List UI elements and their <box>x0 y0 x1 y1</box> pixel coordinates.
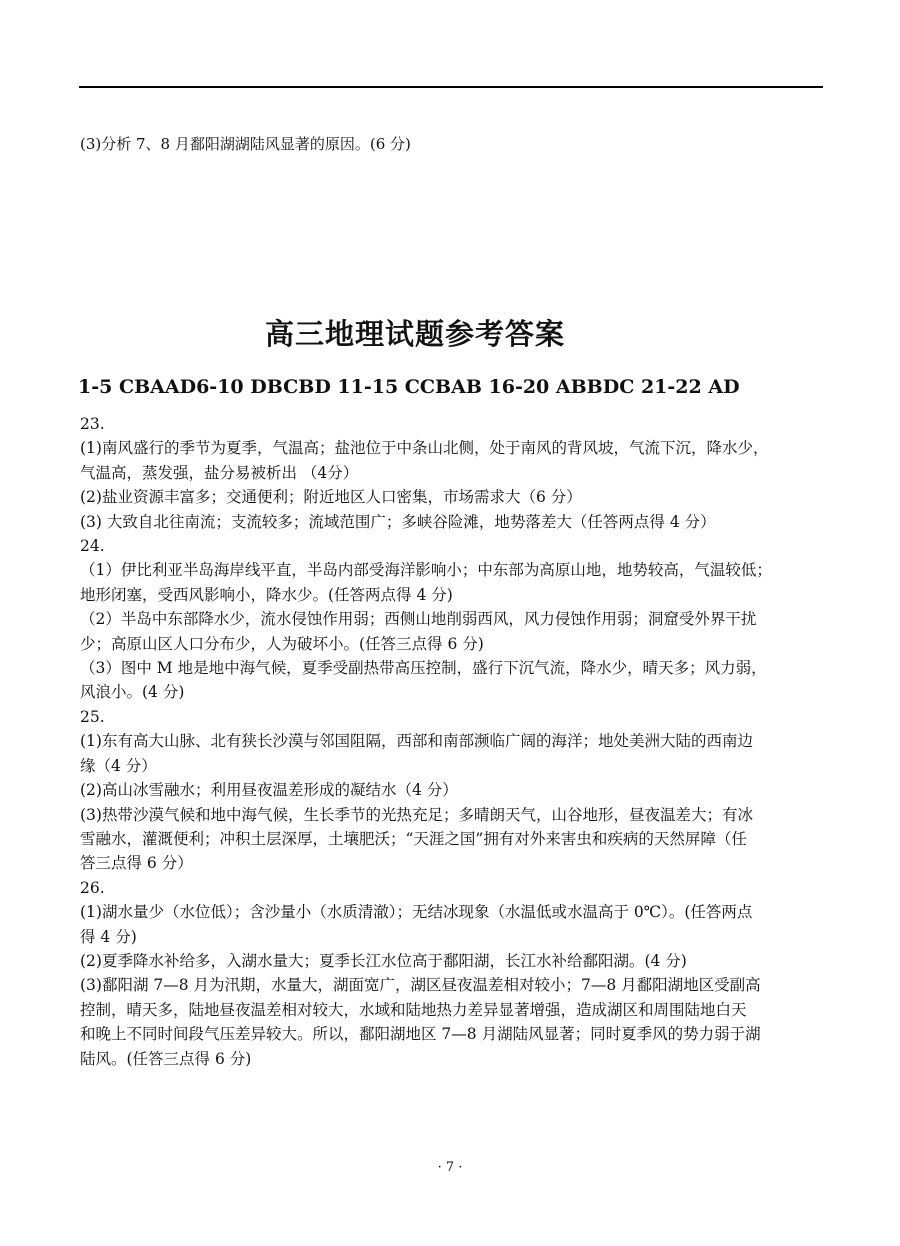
answer-line: 少；高原山区人口分布少，人为破坏小。(任答三点得 6 分) <box>80 634 484 653</box>
answer-line: (1)南风盛行的季节为夏季，气温高；盐池位于中条山北侧，处于南风的背风坡，气流下沉，降水少， <box>80 439 769 458</box>
answer-line: 控制，晴天多，陆地昼夜温差相对较大，水域和陆地热力差异显著增强，造成湖区和周围陆地白天 <box>80 1000 747 1019</box>
answer-line: 缘（4 分） <box>80 756 157 775</box>
answer-line: (1)东有高大山脉、北有狭长沙漠与邻国阻隔，西部和南部濒临广阔的海洋；地处美洲大陆的西南边 <box>80 732 753 751</box>
answer-body <box>80 412 824 1071</box>
answer-line: （3）图中 M 地是地中海气候，夏季受副热带高压控制，盛行下沉气流，降水少，晴天多；风力弱， <box>80 659 767 678</box>
answer-line: （2）半岛中东部降水少，流水侵蚀作用弱；西侧山地削弱西风，风力侵蚀作用弱；洞窟受外界干扰 <box>80 610 757 629</box>
answer-line: 雪融水，灌溉便利；冲积土层深厚，土壤肥沃；“天涯之国”拥有对外来害虫和疾病的天然屏障（任 <box>80 829 747 848</box>
answer-line: (3) 大致自北往南流；支流较多；流域范围广；多峡谷险滩，地势落差大（任答两点得 4 分） <box>80 512 716 531</box>
answer-line: 风浪小。(4 分) <box>80 683 185 702</box>
section-number-25: 25. <box>80 707 105 726</box>
multiple-choice-answers: 1-5 CBAAD6-10 DBCBD 11-15 CCBAB 16-20 ABBDC 21-22 AD <box>78 376 740 398</box>
answer-line: (1)湖水量少（水位低）；含沙量小（水质清澈）；无结冰现象（水温低或水温高于 0℃）。(任答两点 <box>80 903 753 922</box>
answer-line: (3)鄱阳湖 7—8 月为汛期，水量大，湖面宽广，湖区昼夜温差相对较小；7—8 月鄱阳湖地区受副高 <box>80 976 761 995</box>
section-number-24: 24. <box>80 537 105 556</box>
answer-line: （1）伊比利亚半岛海岸线平直，半岛内部受海洋影响小；中东部为高原山地，地势较高，气温较低； <box>80 561 772 580</box>
answer-line: 陆风。(任答三点得 6 分) <box>80 1049 252 1068</box>
page-number: · 7 · <box>437 1160 463 1175</box>
previous-question-text: (3)分析 7、8 月鄱阳湖湖陆风显著的原因。(6 分) <box>80 135 411 153</box>
answer-line: 得 4 分) <box>80 927 137 946</box>
answer-line: (3)热带沙漠气候和地中海气候，生长季节的光热充足；多晴朗天气，山谷地形，昼夜温差大；有冰 <box>80 805 753 824</box>
answer-line: (2)盐业资源丰富多；交通便利；附近地区人口密集，市场需求大（6 分） <box>80 488 582 507</box>
header-rule <box>79 86 823 88</box>
answer-line: (2)高山冰雪融水；利用昼夜温差形成的凝结水（4 分） <box>80 781 458 800</box>
answer-line: 地形闭塞，受西风影响小，降水少。(任答两点得 4 分) <box>80 585 453 604</box>
answer-line: 答三点得 6 分） <box>80 854 193 873</box>
page-title: 高三地理试题参考答案 <box>264 317 565 351</box>
answer-line: (2)夏季降水补给多，入湖水量大；夏季长江水位高于鄱阳湖，长江水补给鄱阳湖。(4 分) <box>80 951 687 970</box>
section-number-26: 26. <box>80 878 105 897</box>
answer-line: 和晚上不同时间段气压差异较大。所以，鄱阳湖地区 7—8 月湖陆风显著；同时夏季风的势力弱于湖 <box>80 1025 761 1044</box>
section-number-23: 23. <box>80 415 105 433</box>
answer-line: 气温高，蒸发强，盐分易被析出 （4分） <box>80 463 359 482</box>
